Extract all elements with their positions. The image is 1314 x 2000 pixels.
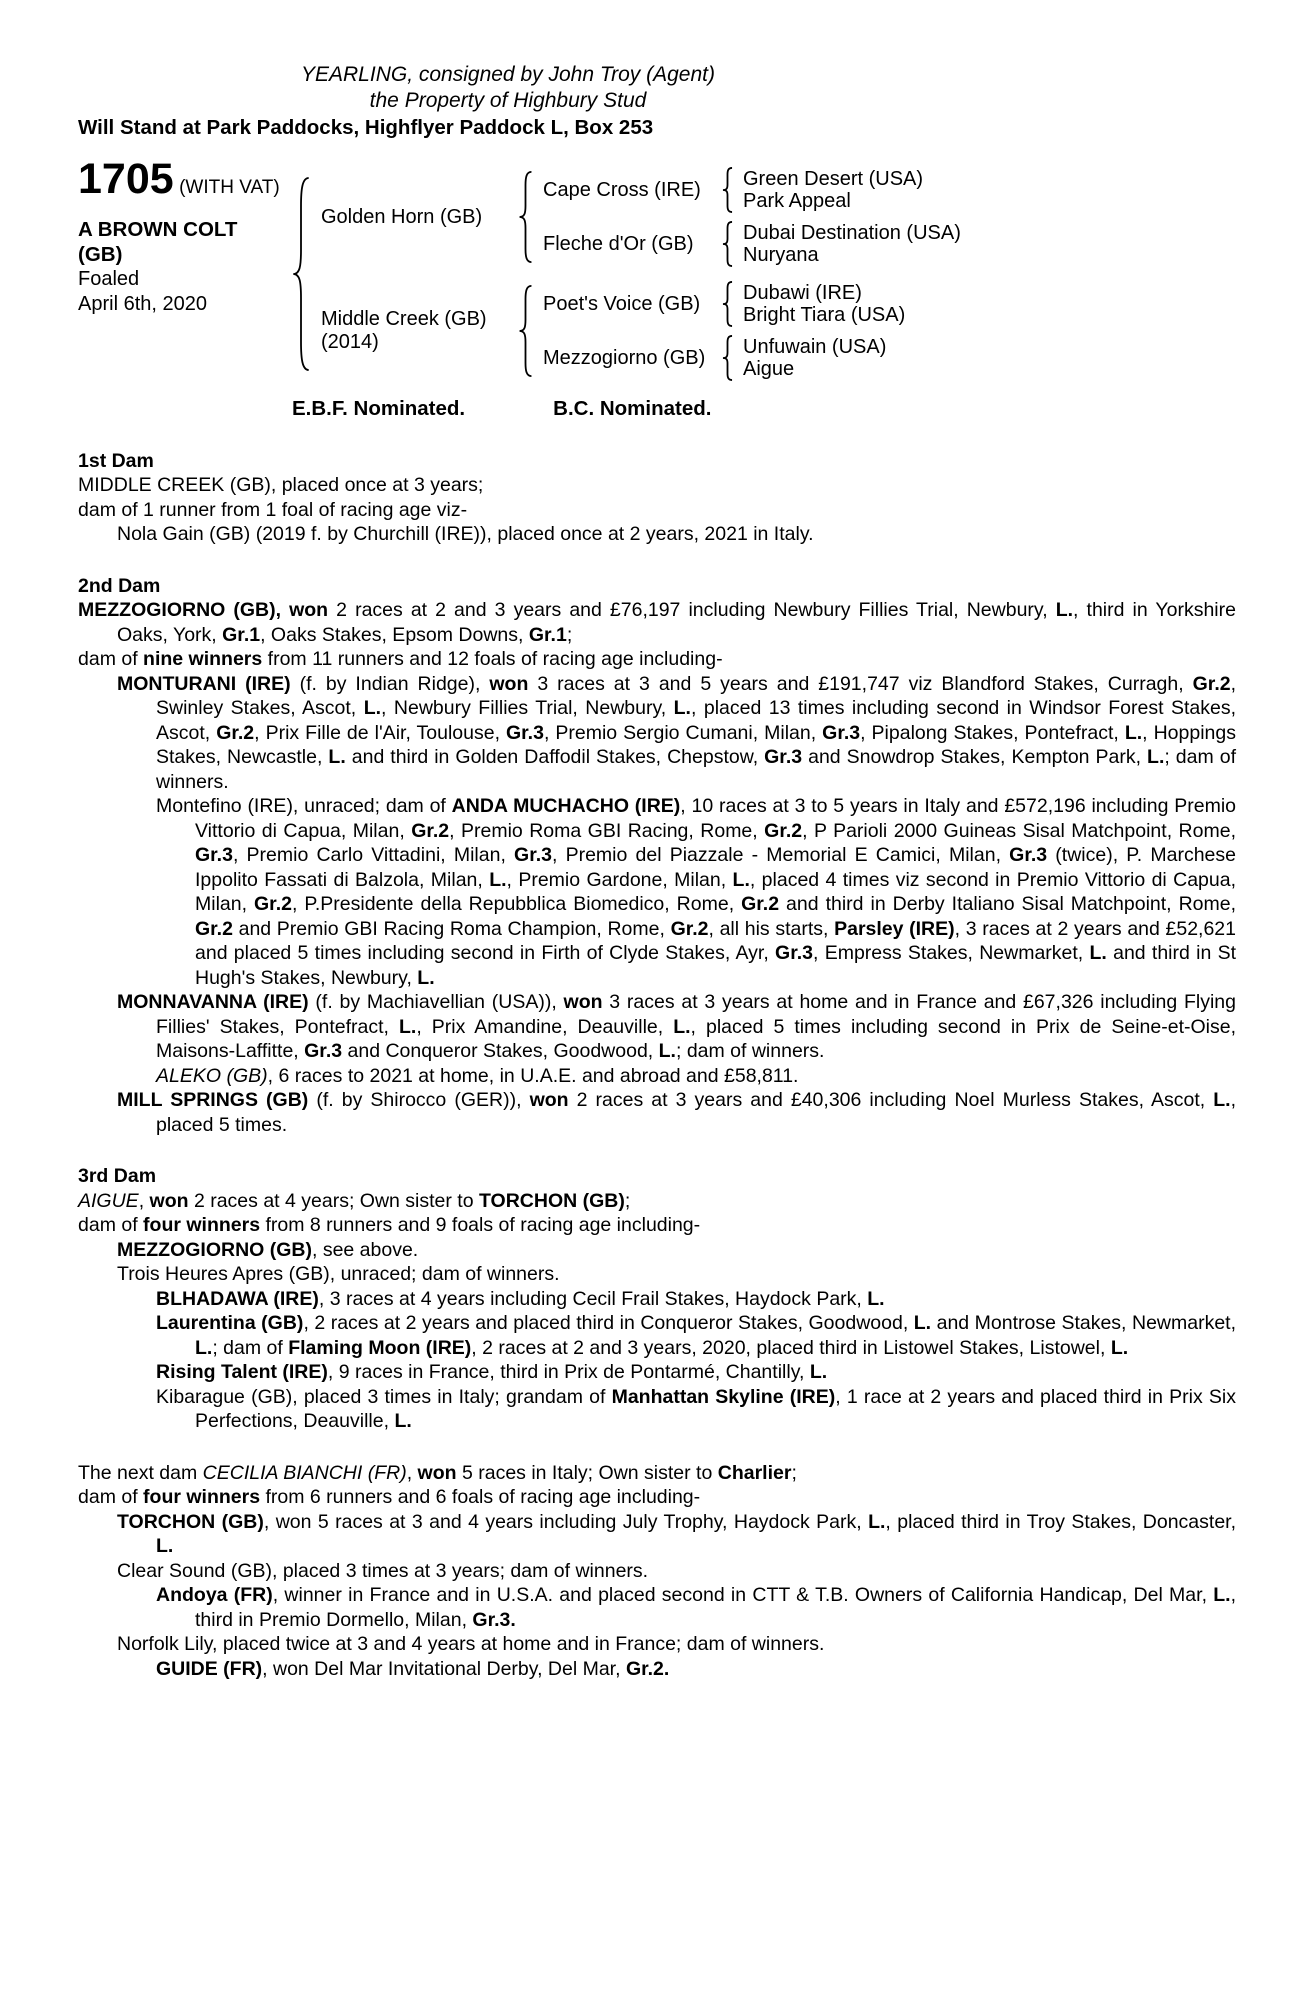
sire-sire-parents [743,168,923,212]
text-segment: , [406,1461,418,1484]
text-segment: and Snowdrop Stakes, Kempton Park, [802,746,1148,768]
section-3rd-dam [78,1164,1236,1434]
text-segment: 2 races at 3 years and £40,306 including Noel Murless Stakes, Ascot, [568,1089,1214,1111]
text-segment: Gr.3 [764,746,803,768]
text-segment: , placed 13 times including second in Windsor Forest Stakes, Ascot, [156,697,1236,744]
text-segment: , third in Premio Dormello, Milan, [195,1584,1237,1631]
text-segment: , winner in France and in U.S.A. and placed second in CTT & T.B. Owners of California Handicap, Del Mar, [272,1584,1214,1606]
text-segment: (f. by Shirocco (GER)), [316,1089,530,1111]
text-segment: ; [566,623,573,646]
text-segment: and Montrose Stakes, Newmarket, [931,1312,1237,1334]
section-paragraphs [78,1461,1236,1682]
text-segment: BLHADAWA (IRE) [156,1287,319,1310]
text-segment: won [563,991,603,1013]
sire-parents-column [543,167,961,267]
text-segment: , Prix Amandine, Deauville, [416,1015,674,1038]
text-segment: GUIDE (FR) [156,1657,263,1680]
text-segment: , Hoppings Stakes, Newcastle, [156,721,1236,768]
text-segment: Gr.1 [528,623,567,646]
sire-sire-branch [543,167,961,213]
lot-number: 1705 [78,155,174,203]
generation-1-column [321,167,961,381]
text-segment: , Prix Fille de l'Air, Toulouse, [254,721,506,744]
text-segment: , Premio Gardone, Milan, [506,868,733,891]
text-segment: four winners [143,1214,261,1236]
lot-line [78,155,290,203]
text-segment: ; [791,1461,797,1484]
bc-nominated: B.C. Nominated. [553,397,712,420]
text-segment: MEZZOGIORNO (GB) [117,1238,312,1261]
text-segment: ; dam of winners. [675,1040,825,1062]
text-segment: Gr.2. [625,1657,670,1680]
text-segment: won [149,1189,189,1212]
text-segment: MEZZOGIORNO (GB), won [78,599,329,621]
text-segment: , placed 5 times including second in Prix de Seine-et-Oise, Maisons-Laffitte, [156,1015,1236,1062]
sire-name: Golden Horn (GB) [321,205,483,228]
pedigree-brace-icon [721,281,734,327]
catalog-paragraph [78,1510,1236,1559]
catalog-paragraph [78,1559,1236,1584]
text-segment: ; dam of [212,1336,289,1359]
text-segment: , Premio Sergio Cumani, Milan, [543,721,823,744]
text-segment: MONNAVANNA (IRE) [117,991,316,1013]
foaled-date: April 6th, 2020 [78,292,207,315]
catalog-paragraph [78,1287,1236,1312]
text-segment: Gr.2 [764,819,803,842]
text-segment: Gr.3 [304,1040,343,1062]
text-segment: (f. by Indian Ridge), [299,672,490,695]
sire-dam-branch [543,221,961,267]
text-segment: Flaming Moon (IRE) [288,1336,472,1359]
page-header [78,62,938,141]
text-segment: L. [1055,599,1074,621]
text-segment: Gr.2 [411,819,450,842]
section-heading: 1st Dam [78,449,154,472]
text-segment: , won Del Mar Invitational Derby, Del Mar, [262,1657,626,1680]
text-segment: Manhattan Skyline (IRE) [611,1385,836,1408]
text-segment: MONTURANI (IRE) [117,672,300,695]
text-segment: (twice), P. Marchese Ippolito Fassati di Balzola, Milan, [195,844,1236,891]
text-segment: L. [363,697,382,719]
dam-dam-sire-name: Unfuwain (USA) [743,336,887,358]
text-segment: ; dam of winners. [156,746,1237,793]
sire-sire-name: Cape Cross (IRE) [543,178,701,201]
text-segment: won [529,1089,569,1111]
text-segment: and third in Derby Italiano Sisal Matchpoint, Rome, [779,893,1236,915]
text-segment: and Conqueror Stakes, Goodwood, [342,1040,659,1062]
text-segment: from 8 runners and 9 foals of racing age including- [260,1214,701,1236]
catalog-paragraph [78,672,1236,795]
pedigree-brace-icon [721,167,734,213]
text-segment: Andoya (FR) [156,1584,273,1606]
sire-dam-sire-name: Dubai Destination (USA) [743,222,961,244]
text-segment: dam of [78,1214,144,1236]
text-segment: L. [1213,1089,1231,1111]
text-segment: L. [1213,1584,1231,1606]
text-segment: , placed third in Troy Stakes, Doncaster, [885,1510,1236,1533]
nominations-line [78,397,1236,422]
text-segment: L. [156,1535,174,1557]
catalog-paragraph [78,1461,1236,1486]
text-segment: L. [1147,746,1165,768]
text-segment: L. [673,697,691,719]
consignor-line: YEARLING, consigned by John Troy (Agent) [301,63,715,86]
dam-sire-sire-name: Dubawi (IRE) [743,282,862,304]
dam-dam-parents [743,336,886,380]
catalog-paragraph [78,1262,1236,1287]
section-heading: 3rd Dam [78,1165,157,1187]
text-segment: , 2 races at 2 years and placed third in Conqueror Stakes, Goodwood, [303,1312,914,1334]
catalog-paragraph [78,498,1236,523]
text-segment: Montefino (IRE), unraced; dam of [156,795,452,817]
dam-sire-name: Poet's Voice (GB) [543,292,701,315]
text-segment: , Premio Carlo Vittadini, Milan, [232,844,515,866]
text-segment: Gr.2 [216,721,255,744]
catalog-paragraph [78,647,1236,672]
catalog-paragraph [78,1485,1236,1510]
text-segment: Charlier [717,1461,792,1484]
text-segment: and third in Golden Daffodil Stakes, Chepstow, [345,746,765,768]
text-segment: , all his starts, [708,917,835,940]
text-segment: Trois Heures Apres (GB), unraced; dam of winners. [117,1263,560,1285]
colt-description-line1: A BROWN COLT [78,217,238,241]
text-segment: , Premio del Piazzale - Memorial E Camici, Milan, [552,844,1010,866]
dam-name-line1: Middle Creek (GB) [321,308,487,330]
text-segment: L. [1089,942,1107,964]
text-segment: Clear Sound (GB), placed 3 times at 3 years; dam of winners. [117,1559,649,1582]
text-segment: and Premio GBI Racing Roma Champion, Rome, [232,917,671,940]
text-segment: Gr.3 [195,844,233,866]
dam-name [321,308,517,354]
text-segment: Gr.3 [514,844,552,866]
text-segment: from 6 runners and 6 foals of racing age including- [260,1486,701,1508]
text-segment: MILL SPRINGS (GB) [117,1089,317,1111]
sire-dam-dam-name: Nuryana [743,244,819,266]
text-segment: Laurentina (GB) [156,1312,304,1334]
sire-sire-sire-name: Green Desert (USA) [743,168,924,190]
text-segment: , P Parioli 2000 Guineas Sisal Matchpoint, Rome, [802,819,1236,842]
text-segment: AIGUE [78,1189,139,1212]
text-segment: ANDA MUCHACHO (IRE) [451,795,681,817]
text-segment: L. [868,1510,886,1533]
text-segment: L. [867,1287,885,1310]
text-segment: and third in St Hugh's Stakes, Newbury, [195,942,1237,989]
text-segment: dam of [78,648,144,670]
section-heading: 2nd Dam [78,574,161,597]
section-next-dam [78,1461,1236,1682]
text-segment: L. [394,1410,412,1432]
text-segment: Gr.2 [741,893,780,915]
text-segment: L. [732,868,750,891]
text-segment: Nola Gain (GB) (2019 f. by Churchill (IRE)), placed once at 2 years, 2021 in Italy. [117,523,814,545]
catalog-paragraph [78,1189,1236,1214]
pedigree-brace-icon [290,174,312,374]
text-segment: 3 races at 3 and 5 years and £191,747 viz Blandford Stakes, Curragh, [528,672,1193,695]
pedigree-brace-icon [517,170,534,264]
catalog-paragraph [78,522,1236,547]
catalog-paragraph [78,1088,1236,1137]
text-segment: , 1 race at 2 years and placed third in Prix Six Perfections, Deauville, [195,1385,1236,1432]
text-segment: MIDDLE CREEK (GB), placed once at 3 years; [78,474,484,496]
text-segment: , won 5 races at 3 and 4 years including July Trophy, Haydock Park, [263,1510,869,1533]
catalog-paragraph [78,598,1236,647]
text-segment: dam of 1 runner from 1 foal of racing age viz- [78,498,468,521]
pedigree-brace-icon [721,335,734,381]
text-segment: Kibarague (GB), placed 3 times in Italy; grandam of [156,1385,612,1408]
pedigree-brace-icon [517,284,534,378]
text-segment: nine winners [143,648,263,670]
dam-dam-name: Mezzogiorno (GB) [543,346,706,369]
text-segment: Gr.3 [506,721,544,744]
text-segment: , 2 races at 2 and 3 years, 2020, placed third in Listowel Stakes, Listowel, [471,1336,1111,1359]
section-paragraphs [78,1189,1236,1434]
catalog-paragraph [78,1583,1236,1632]
text-segment: L. [195,1336,213,1359]
text-segment: , see above. [311,1238,419,1261]
text-segment: Gr.3 [775,942,813,964]
text-segment: won [417,1461,457,1484]
text-segment: L. [809,1361,828,1383]
dam-sire-dam-name: Bright Tiara (USA) [743,304,906,326]
text-segment: , Newbury Fillies Trial, Newbury, [381,697,674,719]
text-segment: TORCHON (GB) [478,1189,625,1212]
text-segment: TORCHON (GB) [117,1510,264,1533]
lot-column [78,155,290,317]
text-segment: , 6 races to 2021 at home, in U.A.E. and abroad and £58,811. [267,1064,799,1087]
text-segment: The next dam [78,1461,203,1484]
text-segment: , P.Presidente della Repubblica Biomedico, Rome, [291,893,742,915]
text-segment: L. [328,746,346,768]
catalog-paragraph [78,1360,1236,1385]
catalog-paragraph [78,1064,1236,1089]
text-segment: , Swinley Stakes, Ascot, [156,672,1237,719]
text-segment: Gr.2 [195,917,233,940]
pedigree-brace-icon [721,221,734,267]
catalog-paragraph [78,990,1236,1064]
text-segment: , Premio Roma GBI Racing, Rome, [449,819,765,842]
sire-dam-parents [743,222,961,266]
text-segment: , 10 races at 3 to 5 years in Italy and £572,196 including Premio Vittorio di Capua, Milan, [195,795,1237,842]
text-segment: L. [1110,1336,1129,1359]
text-segment: Gr.2 [670,917,709,940]
text-segment: ; [624,1189,631,1212]
dam-name-line2: (2014) [321,331,379,353]
text-segment: , placed 5 times. [156,1089,1236,1136]
sire-dam-name: Fleche d'Or (GB) [543,232,694,255]
dam-branch [321,281,961,381]
text-segment: Gr.2 [1192,672,1231,695]
catalog-paragraph [78,1657,1236,1682]
sire-sire-dam-name: Park Appeal [743,190,851,212]
dam-dam-branch [543,335,905,381]
text-segment: L. [489,868,507,891]
text-segment: L. [658,1040,676,1062]
text-segment: dam of [78,1486,144,1508]
foaled-label: Foaled [78,267,140,290]
text-segment: L. [417,966,435,989]
catalog-paragraph [78,1632,1236,1657]
dam-dam-dam-name: Aigue [743,358,795,380]
stand-location-line: Will Stand at Park Paddocks, Highflyer Paddock L, Box 253 [78,116,654,139]
property-line: the Property of Highbury Stud [369,89,647,112]
dam-sire-parents [743,282,905,326]
text-segment: L. [1124,721,1143,744]
text-segment: Gr.1 [222,623,261,646]
text-segment: Gr.2 [254,893,292,915]
text-segment: 2 races at 4 years; Own sister to [188,1189,479,1212]
section-1st-dam [78,449,1236,547]
lot-vat-note: (WITH VAT) [179,177,280,198]
text-segment: from 11 runners and 12 foals of racing age including- [262,648,723,670]
section-2nd-dam [78,574,1236,1138]
text-segment: Norfolk Lily, placed twice at 3 and 4 years at home and in France; dam of winners. [117,1633,825,1655]
dam-parents-column [543,281,905,381]
text-segment: , [138,1189,150,1212]
ebf-nominated: E.B.F. Nominated. [292,397,466,420]
text-segment: , 3 races at 4 years including Cecil Frail Stakes, Haydock Park, [318,1287,868,1310]
sire-branch [321,167,961,267]
text-segment: L. [913,1312,932,1334]
catalog-paragraph [78,794,1236,990]
text-segment: Gr.3. [472,1608,516,1631]
catalog-paragraph [78,1385,1236,1434]
text-segment: Parsley (IRE) [834,917,955,940]
text-segment: CECILIA BIANCHI (FR) [202,1461,407,1484]
text-segment: 2 races at 2 and 3 years and £76,197 including Newbury Fillies Trial, Newbury, [328,599,1056,621]
catalog-paragraph [78,1311,1236,1360]
dam-sire-branch [543,281,905,327]
text-segment: four winners [143,1486,261,1508]
text-segment: , 3 races at 2 years and £52,621 and placed 5 times including second in Firth of Clyde Stakes, Ayr, [195,917,1236,964]
text-segment: (f. by Machiavellian (USA)), [315,991,564,1013]
pedigree-tree [290,167,961,381]
text-segment: , Empress Stakes, Newmarket, [813,942,1090,964]
text-segment: L. [398,1015,417,1038]
text-segment: , Oaks Stakes, Epsom Downs, [260,623,529,646]
catalog-paragraph [78,473,1236,498]
catalog-paragraph [78,1213,1236,1238]
text-segment: 5 races in Italy; Own sister to [456,1461,718,1484]
text-segment: , third in Yorkshire Oaks, York, [117,599,1236,646]
text-segment: , 9 races in France, third in Prix de Pontarmé, Chantilly, [327,1361,810,1383]
pedigree-block [78,155,1236,381]
text-segment: , Pipalong Stakes, Pontefract, [860,721,1125,744]
text-segment: 3 races at 3 years at home and in France and £67,326 including Flying Fillies' Stakes, Pontefract, [156,991,1236,1038]
catalog-paragraph [78,1238,1236,1263]
text-segment: Rising Talent (IRE) [156,1361,328,1383]
text-segment: Gr.3 [1009,844,1048,866]
text-segment: , placed 4 times viz second in Premio Vittorio di Capua, Milan, [195,868,1237,915]
text-segment: Gr.3 [822,721,861,744]
colt-description-line2: (GB) [78,242,123,266]
text-segment: ALEKO (GB) [156,1064,268,1087]
text-segment: L. [673,1015,691,1038]
text-segment: won [489,672,529,695]
section-paragraphs [78,473,1236,547]
section-paragraphs [78,598,1236,1137]
